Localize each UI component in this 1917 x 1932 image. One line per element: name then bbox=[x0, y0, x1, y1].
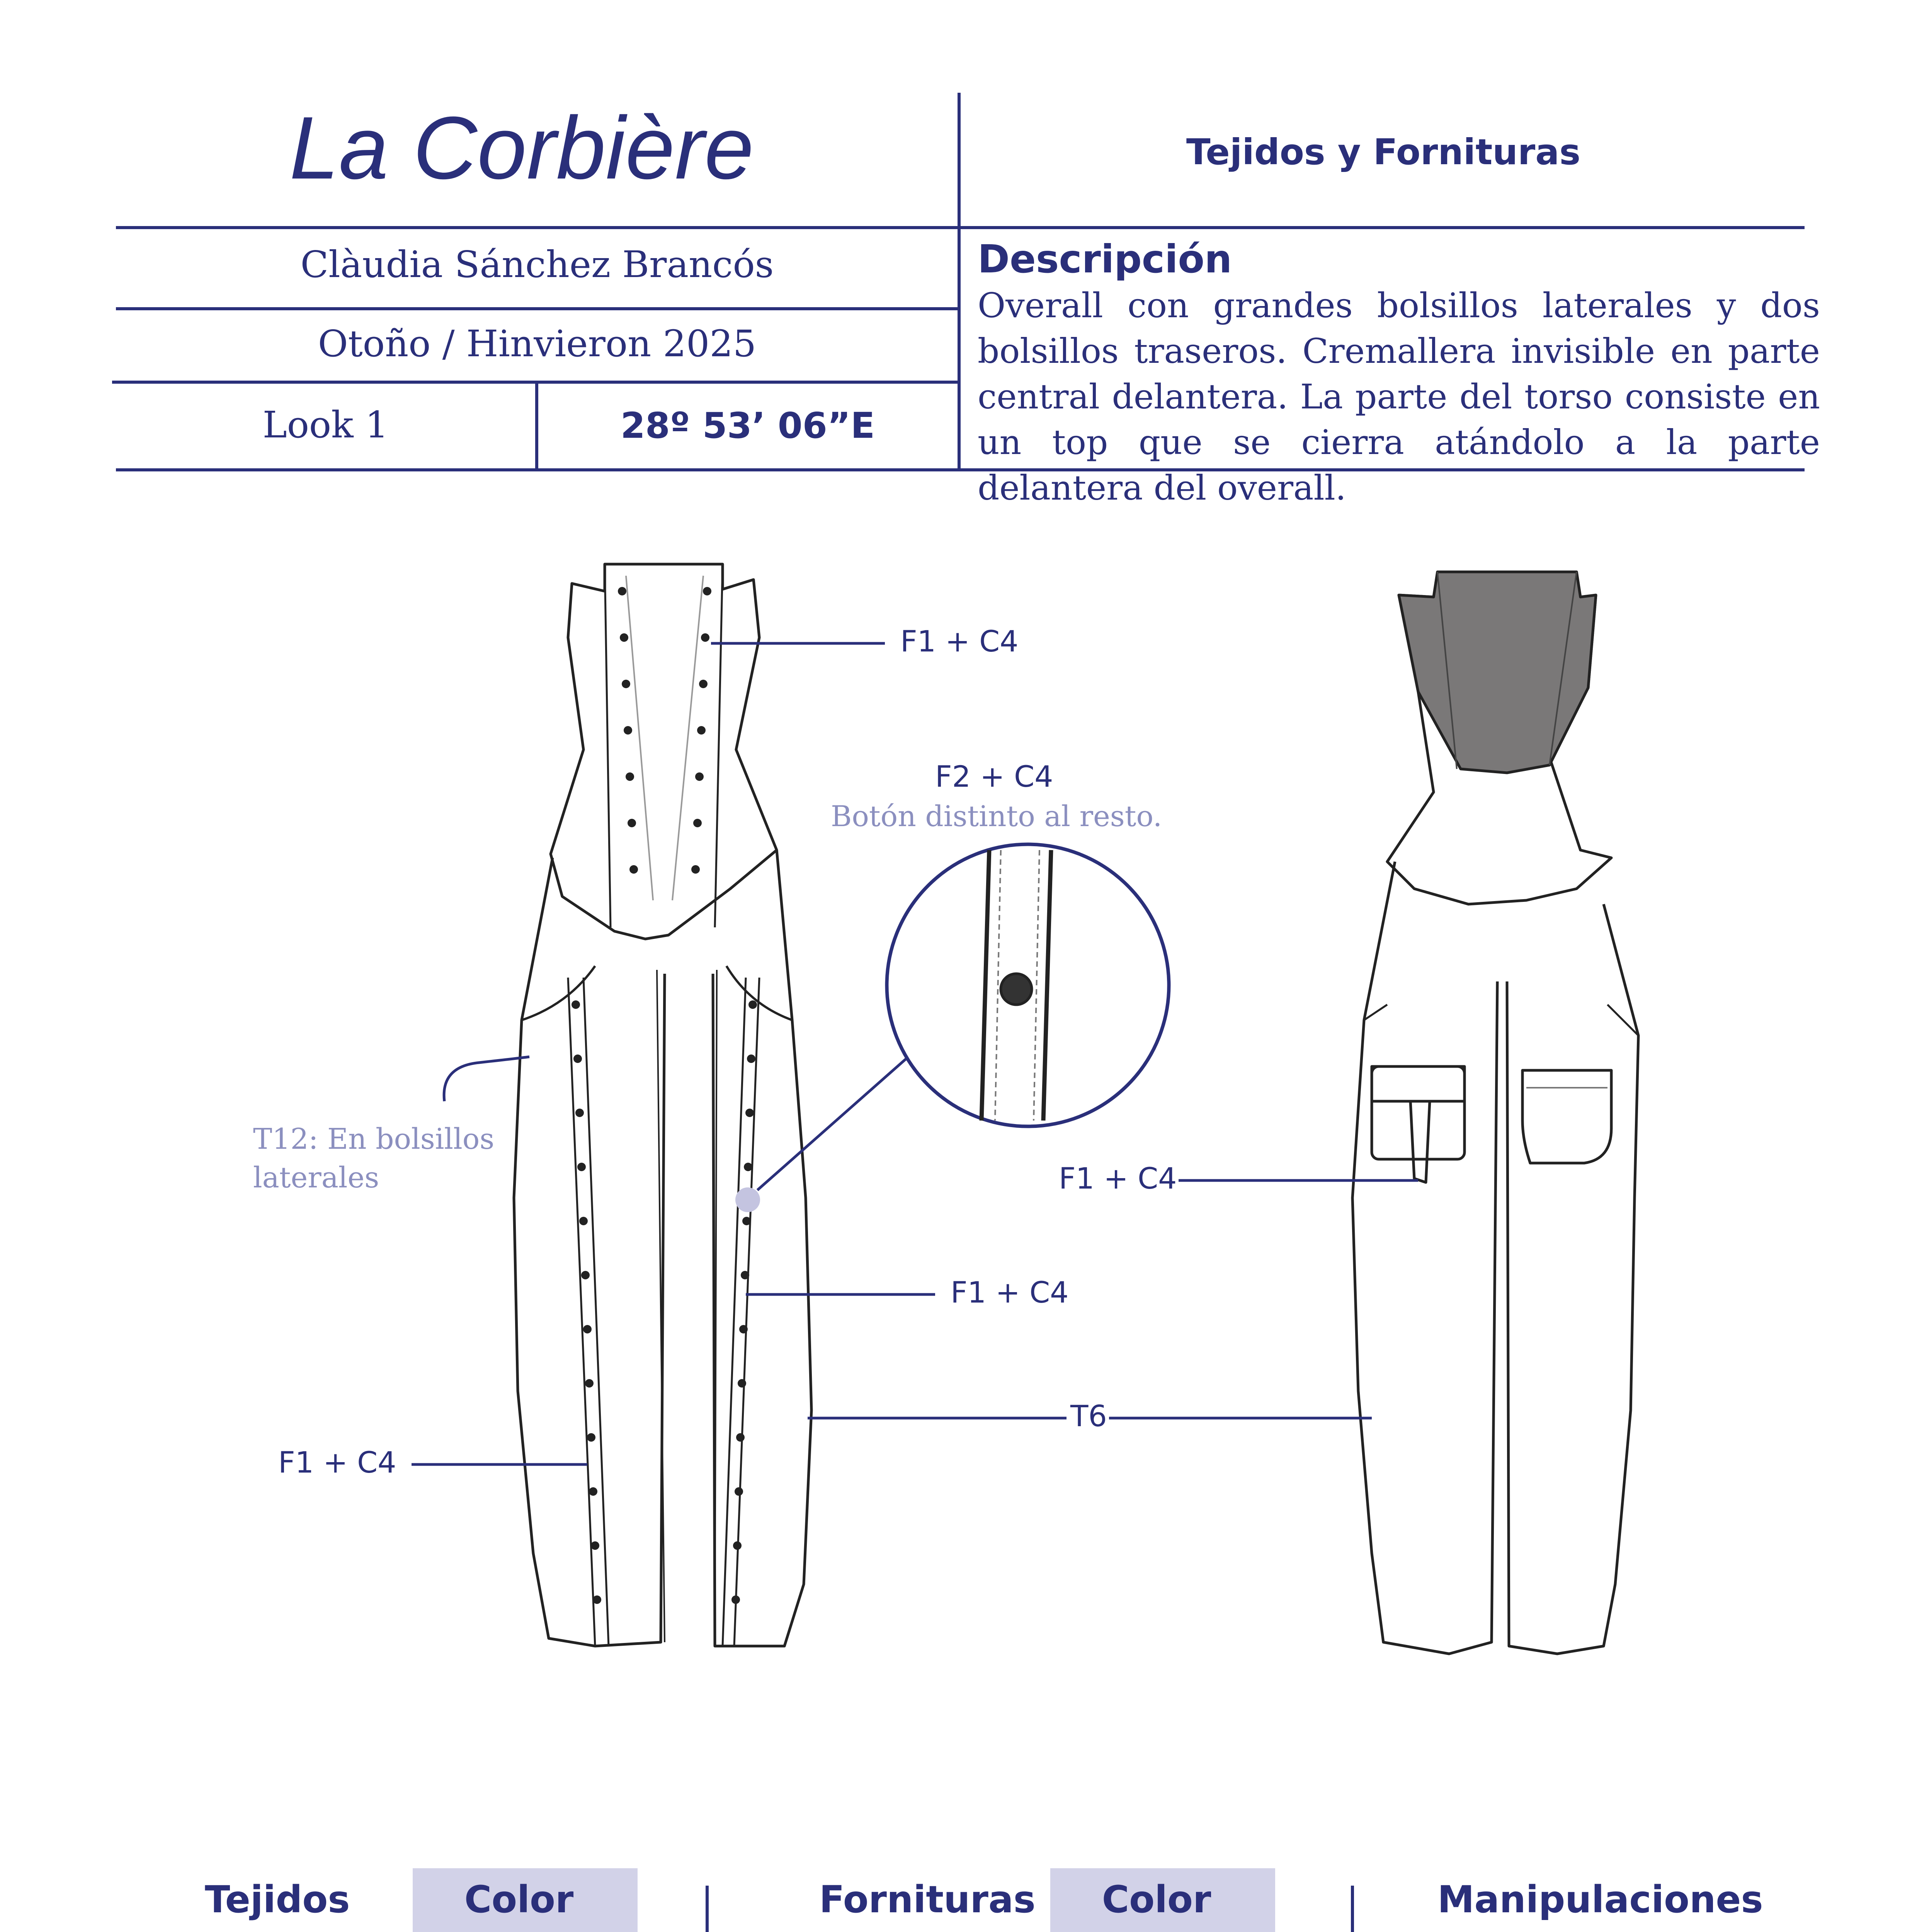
table-divider-2 bbox=[1351, 1886, 1354, 1932]
trims-color-header: Color bbox=[1102, 1878, 1211, 1921]
section-title: Tejidos y Fornituras bbox=[1186, 131, 1581, 173]
back-bodice bbox=[1387, 572, 1611, 904]
coordinates-label: 28º 53’ 06”E bbox=[620, 405, 875, 446]
callout-lines bbox=[412, 643, 1418, 1464]
callout-detail-title: F2 + C4 bbox=[935, 759, 1053, 794]
callout-back-pocket: F1 + C4 bbox=[1059, 1161, 1177, 1196]
callout-lining-note-1: T12: En bolsillos bbox=[253, 1122, 495, 1156]
designer-name: Clàudia Sánchez Brancós bbox=[300, 243, 774, 286]
trims-header: Fornituras bbox=[819, 1878, 1036, 1921]
callout-front-top: F1 + C4 bbox=[900, 624, 1019, 658]
front-bodice bbox=[551, 564, 777, 939]
fabrics-header: Tejidos bbox=[205, 1878, 350, 1921]
callout-front-mid: F1 + C4 bbox=[951, 1275, 1069, 1310]
description-text: Overall con grandes bolsillos laterales y dos bolsillos traseros. Cremallera invisible en parte central delantera. La parte del torso consiste en un top que se cierra atándolo a la parte delantera del overall. bbox=[978, 286, 1820, 508]
callout-detail-note: Botón distinto al resto. bbox=[831, 800, 1162, 833]
season-label: Otoño / Hinvieron 2025 bbox=[318, 323, 757, 365]
description-heading: Descripción bbox=[978, 236, 1232, 282]
manipulations-header: Manipulaciones bbox=[1437, 1878, 1763, 1921]
callout-lining-note-2: laterales bbox=[253, 1161, 379, 1194]
back-trousers bbox=[1352, 862, 1638, 1654]
table-divider-1 bbox=[706, 1886, 709, 1932]
look-label: Look 1 bbox=[262, 404, 389, 446]
fabrics-color-header: Color bbox=[464, 1878, 574, 1921]
callout-fabric: T6 bbox=[1070, 1399, 1107, 1433]
detail-highlight-dot bbox=[735, 1187, 760, 1212]
button-detail-circle bbox=[887, 844, 1169, 1126]
front-trousers bbox=[514, 850, 811, 1646]
callout-front-left: F1 + C4 bbox=[278, 1445, 396, 1480]
collection-title: La Corbière bbox=[289, 98, 754, 197]
